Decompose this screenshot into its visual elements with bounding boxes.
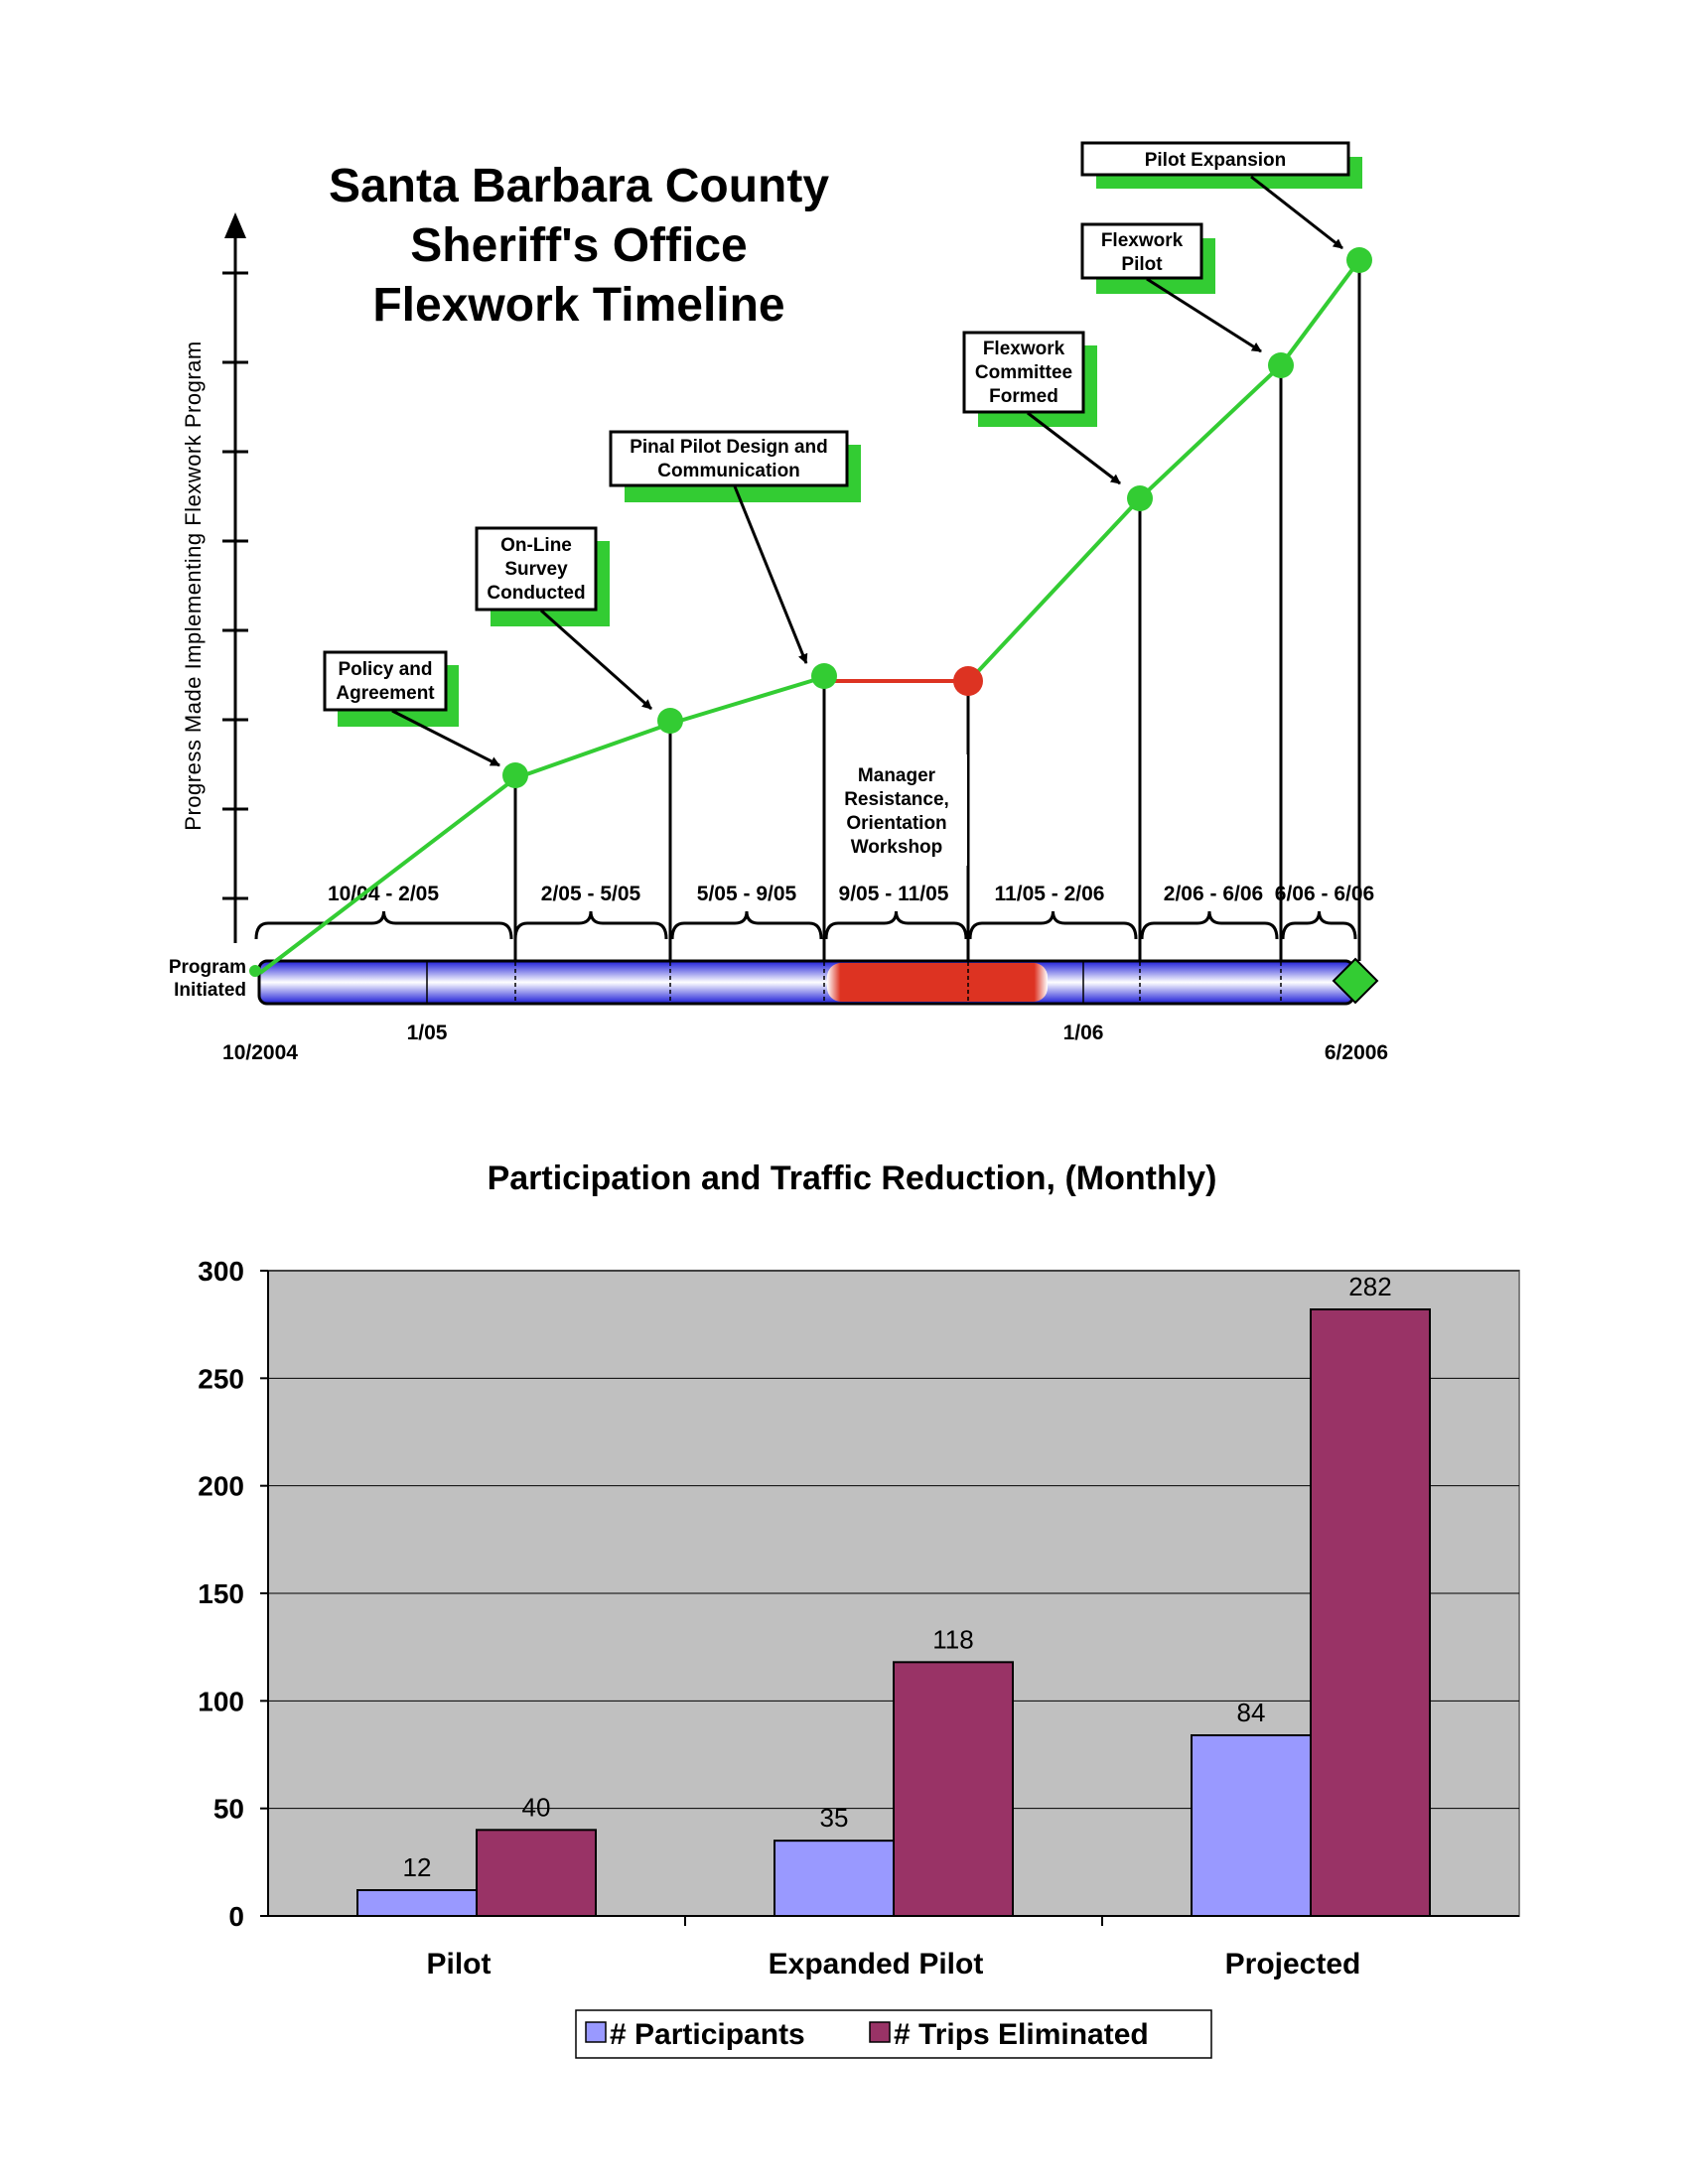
point-flexwork-pilot bbox=[1268, 352, 1294, 378]
period-label-2: 2/05 - 5/05 bbox=[540, 883, 641, 905]
data-label-trips-2: 118 bbox=[932, 1624, 974, 1655]
period-label-1: 10/04 - 2/05 bbox=[327, 883, 440, 905]
period-label-7: 6/06 - 6/06 bbox=[1274, 883, 1375, 905]
progress-line-continued bbox=[968, 260, 1359, 682]
legend-swatch-participants bbox=[586, 2022, 606, 2042]
milestone-5-line-2: Pilot bbox=[1121, 254, 1163, 275]
period-label-4: 9/05 - 11/05 bbox=[838, 883, 949, 905]
point-online-survey bbox=[657, 708, 683, 734]
point-start bbox=[249, 965, 261, 977]
bar-chart bbox=[198, 1160, 1519, 2058]
setback-bar-segment bbox=[827, 963, 1048, 1002]
setback-note-line-2: Resistance, bbox=[844, 789, 949, 810]
date-label-jan06: 1/06 bbox=[1062, 1022, 1104, 1044]
period-brace-2 bbox=[515, 911, 666, 939]
timeline-bar bbox=[259, 961, 1353, 1004]
milestone-6-line-1: Pilot Expansion bbox=[1144, 150, 1287, 171]
y-tick-label-200: 200 bbox=[198, 1470, 244, 1502]
data-label-participants-2: 35 bbox=[819, 1803, 849, 1834]
y-tick-label-0: 0 bbox=[228, 1901, 244, 1932]
point-setback-end bbox=[953, 666, 983, 696]
point-pilot-expansion bbox=[1346, 247, 1372, 273]
period-brace-6 bbox=[1142, 911, 1277, 939]
legend-label-participants: # Participants bbox=[610, 2018, 805, 2051]
period-brace-1 bbox=[256, 911, 511, 939]
milestone-3-line-2: Communication bbox=[657, 461, 800, 481]
period-brace-3 bbox=[672, 911, 821, 939]
program-initiated-label-line-2: Initiated bbox=[174, 980, 246, 1001]
milestone-online-survey bbox=[477, 528, 651, 709]
legend bbox=[576, 2010, 1211, 2058]
y-tick-label-150: 150 bbox=[198, 1578, 244, 1609]
milestone-3-line-1: Pinal Pilot Design and bbox=[630, 437, 828, 458]
bar-participants-3 bbox=[1192, 1735, 1311, 1916]
bar-participants-2 bbox=[774, 1841, 894, 1916]
category-label-3: Projected bbox=[1224, 1948, 1361, 1980]
data-label-trips-3: 282 bbox=[1348, 1272, 1392, 1301]
program-initiated-label-line-1: Program bbox=[168, 957, 246, 978]
timeline-y-axis bbox=[181, 212, 248, 943]
period-label-6: 2/06 - 6/06 bbox=[1163, 883, 1264, 905]
period-brace-5 bbox=[970, 911, 1136, 939]
y-tick-label-250: 250 bbox=[198, 1363, 244, 1395]
milestone-1-line-2: Agreement bbox=[336, 683, 435, 704]
bar-trips-3 bbox=[1311, 1309, 1430, 1916]
milestone-committee-formed bbox=[964, 333, 1120, 483]
data-label-participants-3: 84 bbox=[1236, 1698, 1266, 1727]
point-pilot-design bbox=[811, 663, 837, 689]
date-label-jan05: 1/05 bbox=[406, 1022, 448, 1044]
milestone-1-line-1: Policy and bbox=[338, 659, 433, 680]
milestone-pilot-design bbox=[611, 432, 861, 663]
bar-chart-title: Participation and Traffic Reduction, (Monthly) bbox=[487, 1160, 1217, 1197]
data-label-trips-1: 40 bbox=[521, 1792, 551, 1823]
bar-trips-1 bbox=[477, 1830, 596, 1916]
setback-note-line-4: Workshop bbox=[850, 837, 943, 858]
milestone-policy-agreement bbox=[325, 652, 499, 765]
milestone-2-line-2: Survey bbox=[504, 559, 568, 580]
y-tick-label-50: 50 bbox=[212, 1793, 244, 1825]
bar-participants-1 bbox=[357, 1890, 477, 1916]
milestone-5-line-1: Flexwork bbox=[1100, 230, 1184, 251]
timeline-title-line-2: Sheriff's Office bbox=[410, 219, 748, 272]
legend-label-trips: # Trips Eliminated bbox=[894, 2018, 1149, 2051]
milestone-4-line-1: Flexwork bbox=[982, 339, 1065, 359]
date-label-end: 6/2006 bbox=[1324, 1041, 1389, 1064]
timeline bbox=[169, 143, 1388, 1064]
timeline-y-axis-label: Progress Made Implementing Flexwork Program bbox=[181, 341, 206, 831]
timeline-title-line-3: Flexwork Timeline bbox=[372, 279, 785, 332]
point-policy-agreement bbox=[502, 762, 528, 788]
milestone-4-line-2: Committee bbox=[974, 362, 1073, 383]
bar-trips-2 bbox=[894, 1662, 1013, 1916]
y-axis-arrowhead bbox=[224, 212, 246, 238]
period-brace-7 bbox=[1283, 911, 1355, 939]
milestone-flexwork-pilot bbox=[1082, 224, 1261, 351]
date-label-start: 10/2004 bbox=[222, 1041, 298, 1064]
y-tick-label-300: 300 bbox=[198, 1256, 244, 1287]
category-label-2: Expanded Pilot bbox=[768, 1948, 984, 1980]
y-tick-label-100: 100 bbox=[198, 1686, 244, 1717]
milestone-4-line-3: Formed bbox=[989, 386, 1058, 407]
legend-swatch-trips bbox=[870, 2022, 890, 2042]
period-brace-4 bbox=[826, 911, 966, 939]
period-label-5: 11/05 - 2/06 bbox=[994, 883, 1105, 905]
setback-note-line-1: Manager bbox=[857, 765, 936, 786]
timeline-title-line-1: Santa Barbara County bbox=[328, 160, 830, 212]
data-label-participants-1: 12 bbox=[402, 1852, 432, 1882]
milestone-2-line-3: Conducted bbox=[487, 583, 586, 604]
category-label-1: Pilot bbox=[426, 1948, 492, 1980]
period-label-3: 5/05 - 9/05 bbox=[696, 883, 797, 905]
point-committee-formed bbox=[1127, 485, 1153, 511]
milestone-2-line-1: On-Line bbox=[500, 535, 572, 556]
setback-note-line-3: Orientation bbox=[846, 813, 947, 834]
